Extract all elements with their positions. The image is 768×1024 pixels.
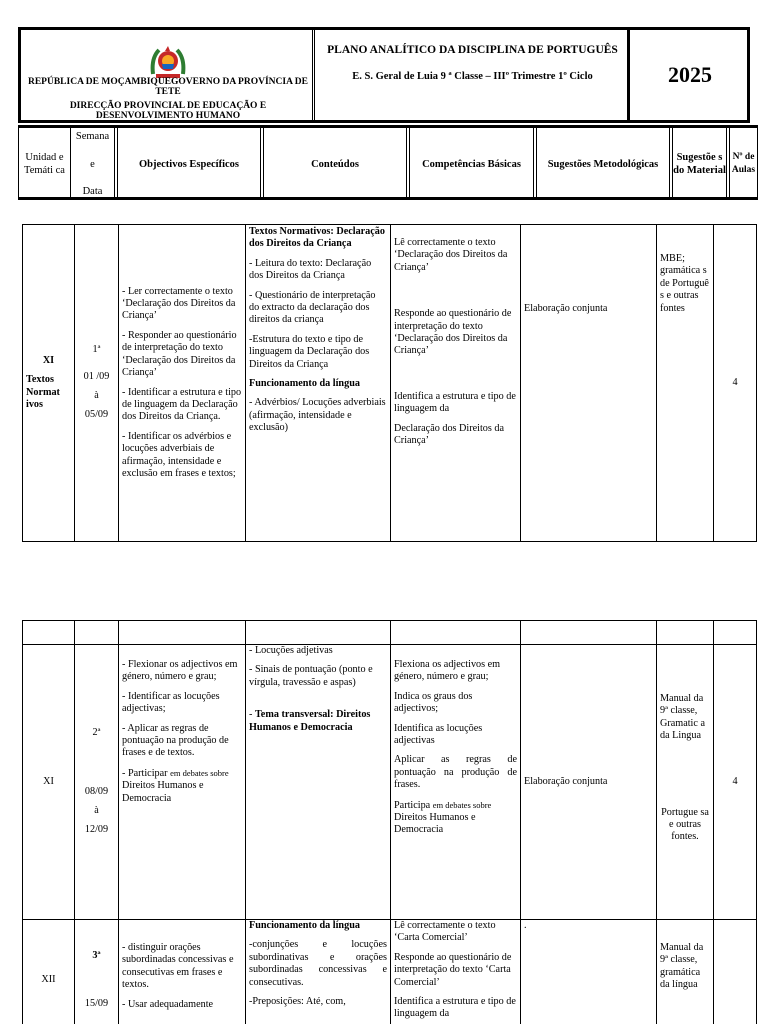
header-institution <box>21 30 315 120</box>
col-lessons-header: Nº de Aulas <box>730 128 758 200</box>
plan-subtitle: E. S. Geral de Luia 9 ª Classe – IIIº Trimestre 1º Ciclo <box>352 71 593 82</box>
competence-item: Participa em debates sobre Direitos Humanos e Democracia <box>394 799 492 836</box>
competence-item: Lê correctamente o texto ‘Carta Comercial’ <box>394 920 496 944</box>
objectives-cell <box>119 645 246 920</box>
methodology-cell <box>521 920 657 1024</box>
date-from: 15/09 <box>84 998 109 1010</box>
competence-item: Identifica a estrutura e tipo de linguagem da <box>394 996 516 1020</box>
content-item: - Sinais de pontuação (ponto e vírgula, travessão e aspas) <box>249 664 373 688</box>
competence-item: Identifica as locuções adjectivas <box>394 722 483 747</box>
material-text: Manual da 9ª classe, Gramatic a da Lingua <box>660 693 705 742</box>
content-item: -Preposições: Até, com, <box>249 996 346 1008</box>
plan-year: 2025 <box>668 62 712 87</box>
date-separator: à <box>94 390 99 401</box>
contents-cell <box>246 920 391 1024</box>
table-row-empty <box>23 621 757 645</box>
methodology-cell <box>521 225 657 542</box>
date-from: 01 /09 <box>83 370 110 382</box>
objective-item: - distinguir orações subordinadas concessivas e consecutivas em frases e textos. <box>122 942 234 991</box>
competence-item: Flexiona os adjectivos em género, número e grau; <box>394 659 501 683</box>
col-week-header <box>71 128 118 200</box>
date-separator: à <box>94 805 99 816</box>
competences-cell <box>391 225 521 542</box>
unit-cell: XII <box>23 920 75 1024</box>
content-item: - Tema transversal: Direitos Humanos e Democracia <box>249 709 371 733</box>
mozambique-coat-of-arms-icon <box>149 44 187 80</box>
date-to: 05/09 <box>84 409 109 421</box>
unit-cell <box>23 225 75 542</box>
content-title: Funcionamento da língua <box>249 920 360 931</box>
content-item: -Estrutura do texto e tipo de linguagem da Declaração dos Direitos da Criança <box>249 333 370 370</box>
unit-theme: Textos Normat ivos <box>26 374 60 410</box>
content-item: -conjunções e locuções subordinativas e orações subordinadas concessivas e consecutivas. <box>249 939 387 988</box>
unit-number: XI <box>42 354 55 366</box>
material-text: Manual da 9ª classe, gramática da língua <box>660 942 704 991</box>
week-number: 1ª <box>92 344 101 356</box>
date-to: 12/09 <box>84 824 109 836</box>
contents-cell <box>246 225 391 542</box>
col-week-label-1: Semana <box>75 131 110 142</box>
col-material-header: Sugestõe s do Material <box>673 128 730 200</box>
col-unit-header: Unidad e Temáti ca <box>19 128 71 200</box>
methodology-text: Elaboração conjunta <box>524 303 608 314</box>
plan-table-week2-3 <box>22 620 757 1024</box>
lessons-cell: 4 <box>714 225 757 542</box>
content-title: Textos Normativos: Declaração dos Direitos da Criança <box>249 226 385 250</box>
material-cell <box>657 645 714 920</box>
date-from: 08/09 <box>84 785 109 797</box>
column-header-row <box>18 125 758 200</box>
week-date-cell <box>75 645 119 920</box>
competence-item: Aplicar as regras de pontuação na produção de frases. <box>394 754 517 791</box>
content-item: - Leitura do texto: Declaração dos Direitos da Criança <box>249 257 372 282</box>
content-item: - Questionário de interpretação do extracto da declaração dos direitos da criança <box>249 289 376 326</box>
objective-item: - Identificar os advérbios e locuções adverbiais de afirmação, intensidade e exclusão em frases e textos; <box>122 430 236 479</box>
col-week-label-3: Data <box>82 186 103 197</box>
methodology-cell <box>521 645 657 920</box>
objectives-cell <box>119 920 246 1024</box>
table-row <box>23 645 757 920</box>
col-contents-header: Conteúdos <box>264 128 410 200</box>
directorate-line: DIRECÇÃO PROVINCIAL DE EDUCAÇÃO E DESENVOLVIMENTO HUMANO <box>69 101 267 121</box>
content-item: - Advérbios/ Locuções adverbiais (afirmação, intensidade e exclusão) <box>249 397 386 434</box>
competence-item: Identifica a estrutura e tipo de linguagem da <box>394 390 516 415</box>
material-cell <box>657 225 714 542</box>
col-methodology-header: Sugestões Metodológicas <box>537 128 673 200</box>
unit-cell: XI <box>23 645 75 920</box>
competences-cell <box>391 645 521 920</box>
methodology-text: . <box>524 920 527 931</box>
objective-item: - Usar adequadamente <box>122 998 214 1010</box>
objective-item: - Participar em debates sobre Direitos Humanos e Democracia <box>122 767 229 804</box>
objective-item: - Identificar as locuções adjectivas; <box>122 690 220 715</box>
competence-item: Declaração dos Direitos da Criança’ <box>394 422 505 447</box>
week-number: 2ª <box>92 727 101 739</box>
lessons-cell <box>714 920 757 1024</box>
week-number: 3ª <box>92 950 101 961</box>
col-competences-header: Competências Básicas <box>410 128 537 200</box>
plan-title: PLANO ANALÍTICO DA DISCIPLINA DE PORTUGUÊS <box>327 44 618 56</box>
objectives-cell <box>119 225 246 542</box>
competence-item: Indica os graus dos adjectivos; <box>394 690 473 715</box>
document-header <box>18 27 750 123</box>
plan-table-week1 <box>22 224 757 542</box>
contents-cell <box>246 645 391 920</box>
material-text: MBE; gramática s de Portuguê s e outras fontes <box>660 253 709 314</box>
competence-item: Responde ao questionário de interpretação do texto ‘Carta Comercial’ <box>394 951 512 988</box>
methodology-text: Elaboração conjunta <box>524 775 608 787</box>
content-subheading: Funcionamento da língua <box>249 378 360 390</box>
material-text: Portugue sa e outras fontes. <box>661 806 709 843</box>
objective-item: - Responder ao questionário de interpretação do texto ‘Declaração dos Direitos da Criança’ <box>122 329 237 379</box>
week-date-cell <box>75 920 119 1024</box>
lessons-cell: 4 <box>714 645 757 920</box>
header-title-block <box>318 30 630 120</box>
objective-item: - Aplicar as regras de pontuação na produção de frases e de textos. <box>122 722 229 759</box>
table-row <box>23 225 757 542</box>
week-date-cell <box>75 225 119 542</box>
objective-item: - Flexionar os adjectivos em género, número e grau; <box>122 659 238 683</box>
competence-item: Responde ao questionário de interpretação do texto ‘Declaração dos Direitos da Criança’ <box>394 308 512 357</box>
content-item: - Locuções adjetivas <box>249 645 333 656</box>
republic-government-line: REPÚBLICA DE MOÇAMBIQUEGOVERNO DA PROVÍNCIA DE TETE <box>27 77 308 97</box>
col-objectives-header: Objectivos Específicos <box>118 128 264 200</box>
objective-item: - Identificar a estrutura e tipo de linguagem da Declaração dos Direitos da Criança. <box>122 386 242 423</box>
material-cell <box>657 920 714 1024</box>
objective-item: - Ler correctamente o texto ‘Declaração dos Direitos da Criança’ <box>122 285 236 322</box>
col-week-label-2: e <box>90 158 95 170</box>
competences-cell <box>391 920 521 1024</box>
table-row <box>23 920 757 1024</box>
competence-item: Lê correctamente o texto ‘Declaração dos Direitos da Criança’ <box>394 237 508 273</box>
